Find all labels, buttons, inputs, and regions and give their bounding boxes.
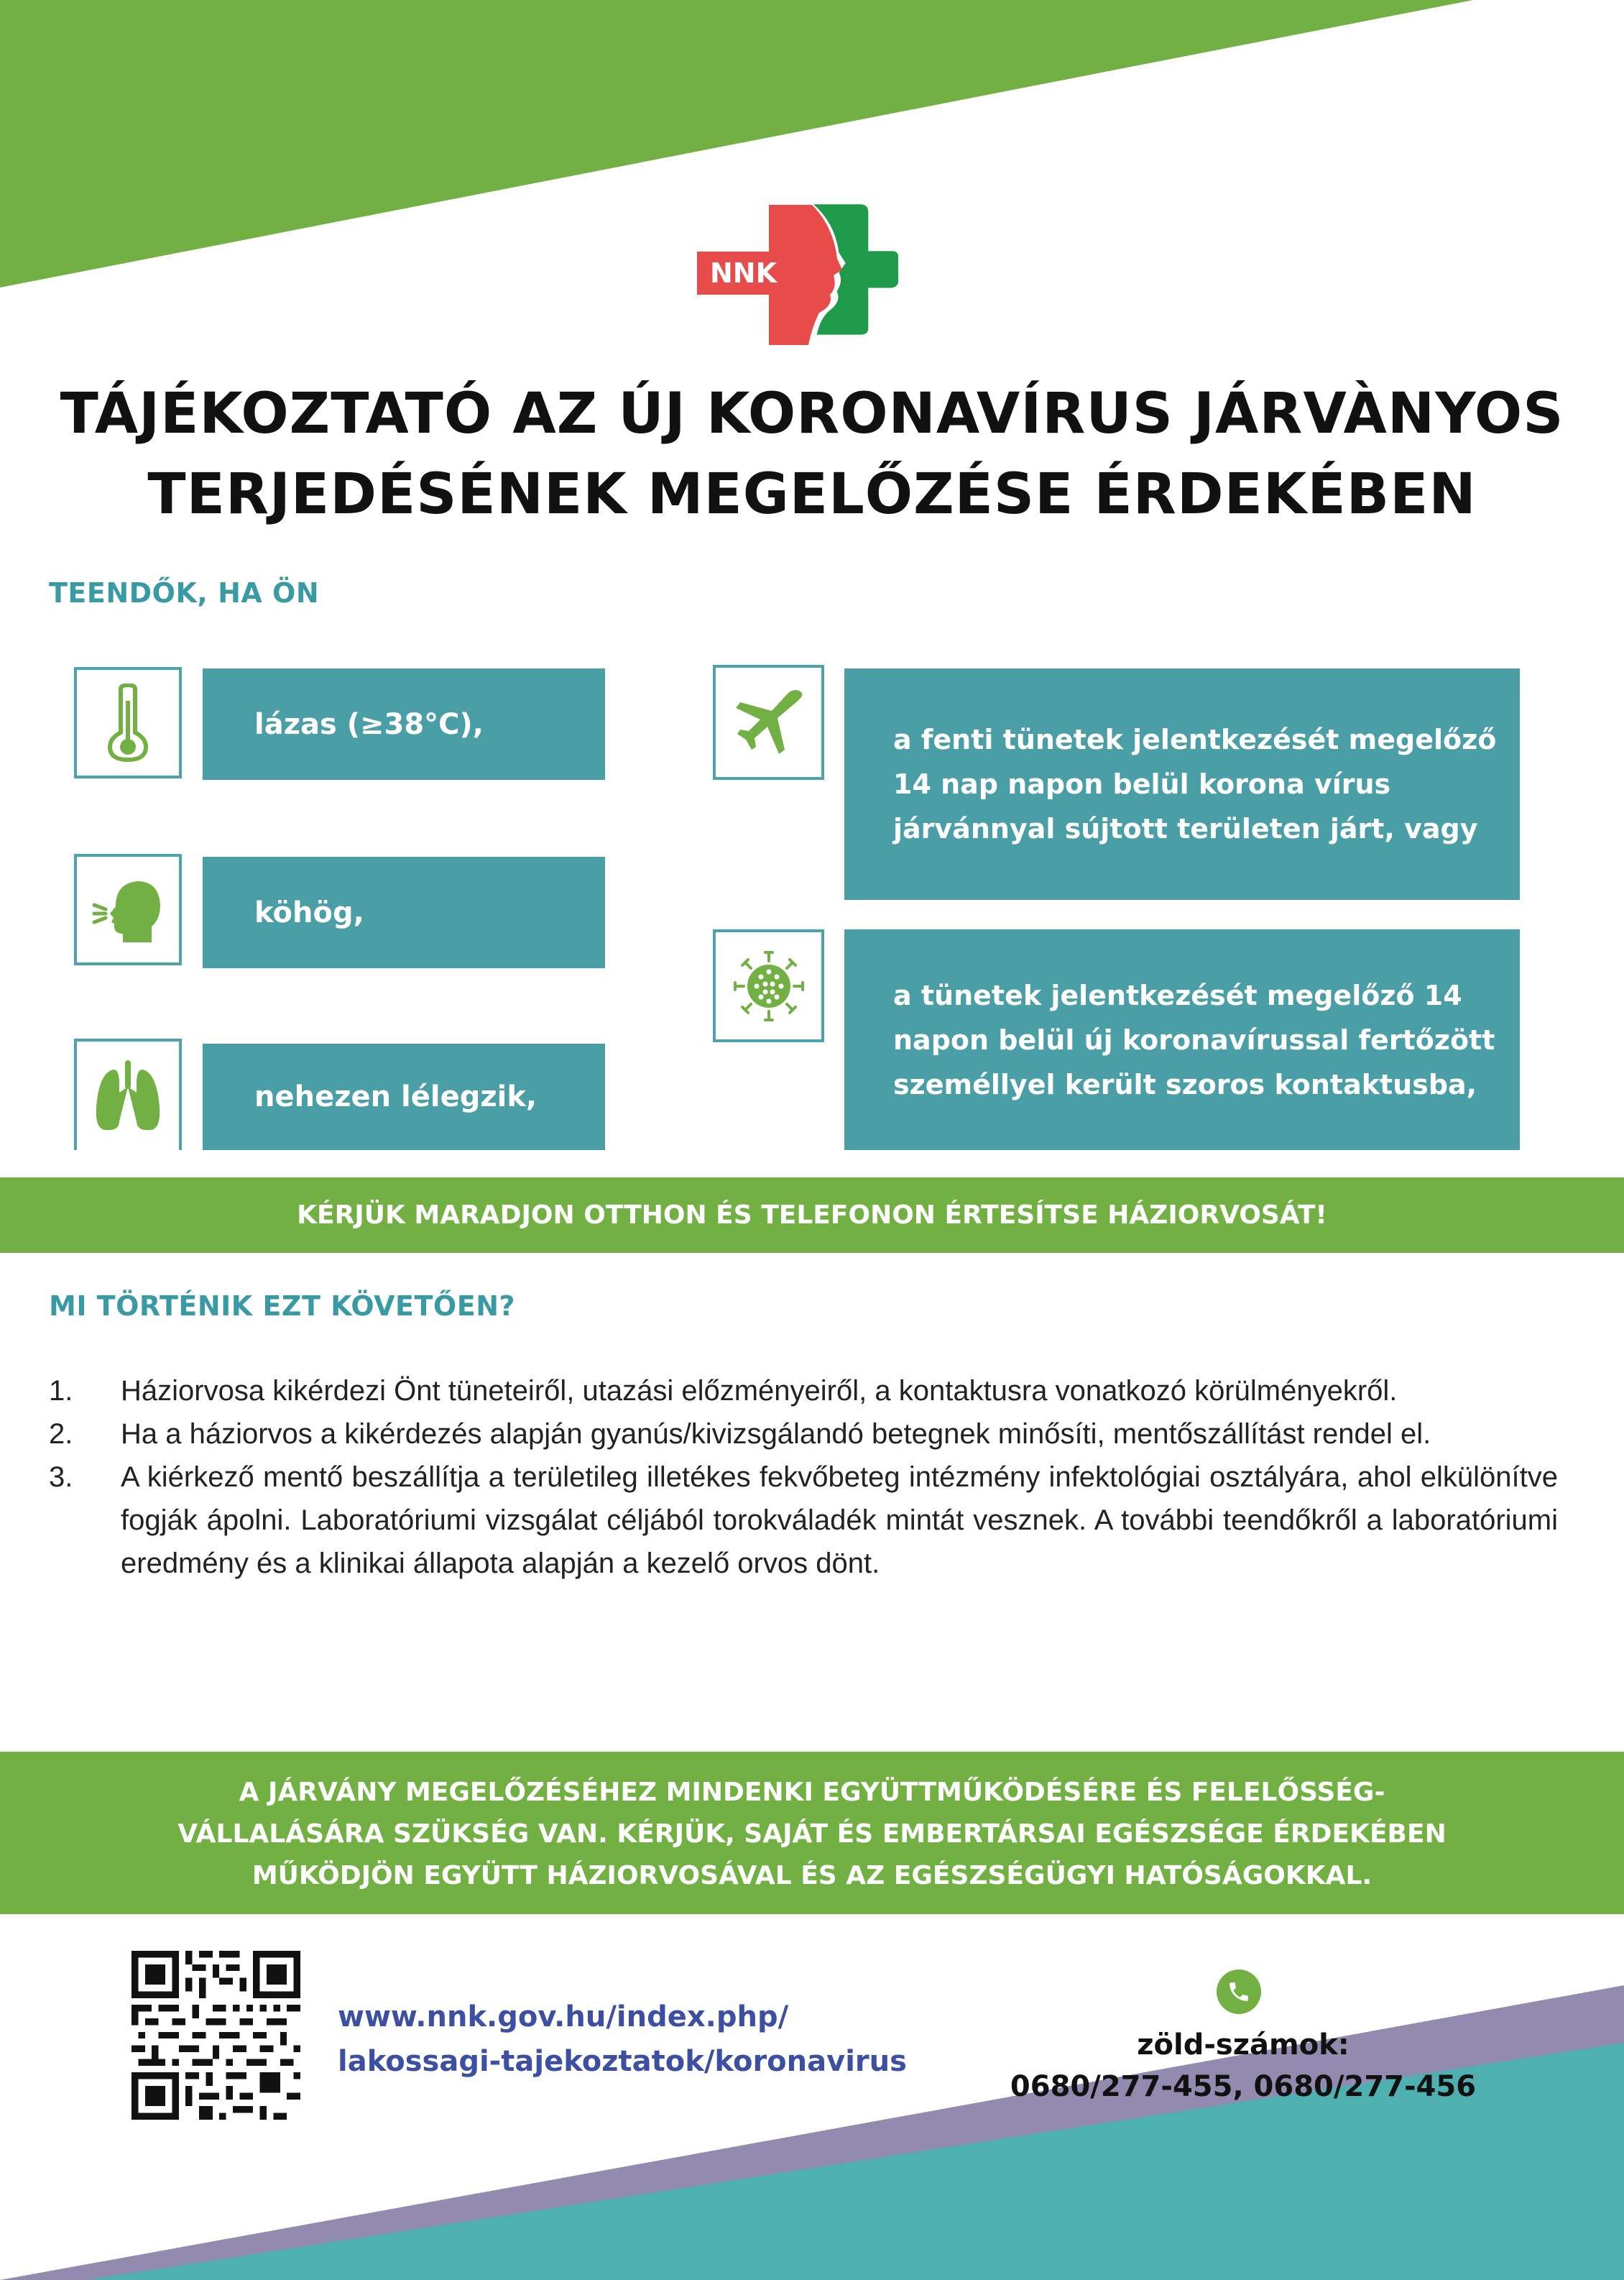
lungs-icon	[92, 1057, 164, 1136]
symptom-icon-box	[713, 665, 824, 780]
symptom-text: a tünetek jelentkezését megelőző 14 napon belül új koronavírussal fertőzött személlyel került szoros kontaktusba,	[893, 979, 1495, 1100]
symptom-card-contact	[844, 929, 1520, 1150]
symptom-text: nehezen lélegzik,	[254, 1080, 538, 1113]
step-text: A kiérkező mentő beszállítja a területileg illetékes fekvőbeteg intézmény infektológiai osztályára, ahol elkülönítve fogják ápolni. Laboratóriumi vizsgálat céljából torokváladék mintát vesznek. A további teendőkről a laboratóriumi eredmény és a klinikai állapota alapján a kezelő orvos dönt.	[121, 1461, 1558, 1579]
symptom-icon-box	[74, 1039, 182, 1150]
title-line-2: TERJEDÉSÉNEK MEGELŐZÉSE ÉRDEKÉBEN	[147, 462, 1477, 527]
symptom-card-fever	[203, 668, 605, 780]
coughing-head-icon	[88, 870, 167, 950]
symptom-text: lázas (≥38°C),	[254, 707, 484, 741]
list-item	[49, 1456, 1558, 1585]
nnk-logo	[690, 198, 898, 352]
thermometer-icon	[103, 684, 153, 763]
symptom-icon-box	[74, 667, 182, 778]
virus-icon	[729, 947, 808, 1026]
symptom-icon-box	[713, 929, 824, 1042]
qr-code-icon[interactable]	[132, 1951, 300, 2120]
airplane-icon	[733, 686, 805, 758]
step-text: Ha a háziorvos a kikérdezés alapján gyanús/kivizsgálandó betegnek minősíti, mentőszállítást rendel el.	[121, 1418, 1431, 1450]
symptom-card-cough	[203, 857, 605, 968]
next-steps-heading: MI TÖRTÉNIK EZT KÖVETŐEN?	[49, 1290, 516, 1322]
symptom-text: köhög,	[254, 896, 364, 929]
title-line-1: TÁJÉKOZTATÓ AZ ÚJ KORONAVÍRUS JÁRVÀNYOS	[60, 382, 1564, 446]
call-to-action-text: KÉRJÜK MARADJON OTTHON ÉS TELEFONON ÉRTESÍTSE HÁZIORVOSÁT!	[297, 1200, 1327, 1230]
responsibility-banner	[0, 1752, 1624, 1914]
responsibility-line-2: VÁLLALÁSÁRA SZÜKSÉG VAN. KÉRJÜK, SAJÁT ÉS EMBERTÁRSAI EGÉSZSÉGE ÉRDEKÉBEN	[177, 1819, 1447, 1849]
step-number: 3.	[49, 1461, 73, 1493]
step-number: 1.	[49, 1375, 73, 1407]
url-line-1: www.nnk.gov.hu/index.php/	[338, 2000, 789, 2033]
responsibility-line-1: A JÁRVÁNY MEGELŐZÉSÉHEZ MINDENKI EGYÜTTMŰKÖDÉSÉRE ÉS FELELŐSSÉG-	[239, 1778, 1385, 1807]
hotline-label: zöld-számok:	[1137, 2028, 1350, 2061]
symptoms-heading: TEENDŐK, HA ÖN	[49, 577, 320, 609]
step-number: 2.	[49, 1418, 73, 1450]
symptom-card-breathing	[203, 1044, 605, 1150]
phone-icon	[1217, 1969, 1261, 2014]
website-link[interactable]	[338, 1995, 907, 2084]
list-item	[49, 1412, 1558, 1456]
step-text: Háziorvosa kikérdezi Önt tüneteiről, utazási előzményeiről, a kontaktusra vonatkozó körülményekről.	[121, 1375, 1398, 1407]
symptom-text: a fenti tünetek jelentkezését megelőző 14 nap napon belül korona vírus járvánnyal sújtott területen járt, vagy	[893, 724, 1497, 845]
url-line-2: lakossagi-tajekoztatok/koronavirus	[338, 2045, 907, 2078]
logo-text: NNK	[710, 257, 778, 289]
responsibility-line-3: MŰKÖDJÖN EGYÜTT HÁZIORVOSÁVAL ÉS AZ EGÉSZSÉGÜGYI HATÓSÁGOKKAL.	[252, 1861, 1372, 1890]
symptom-icon-box	[74, 854, 182, 965]
symptom-card-travel	[844, 668, 1520, 900]
call-to-action-banner	[0, 1177, 1624, 1253]
hotline-numbers: 0680/277-455, 0680/277-456	[1010, 2070, 1477, 2103]
list-item	[49, 1369, 1558, 1412]
page-title	[0, 374, 1624, 535]
next-steps-list	[49, 1369, 1558, 1585]
